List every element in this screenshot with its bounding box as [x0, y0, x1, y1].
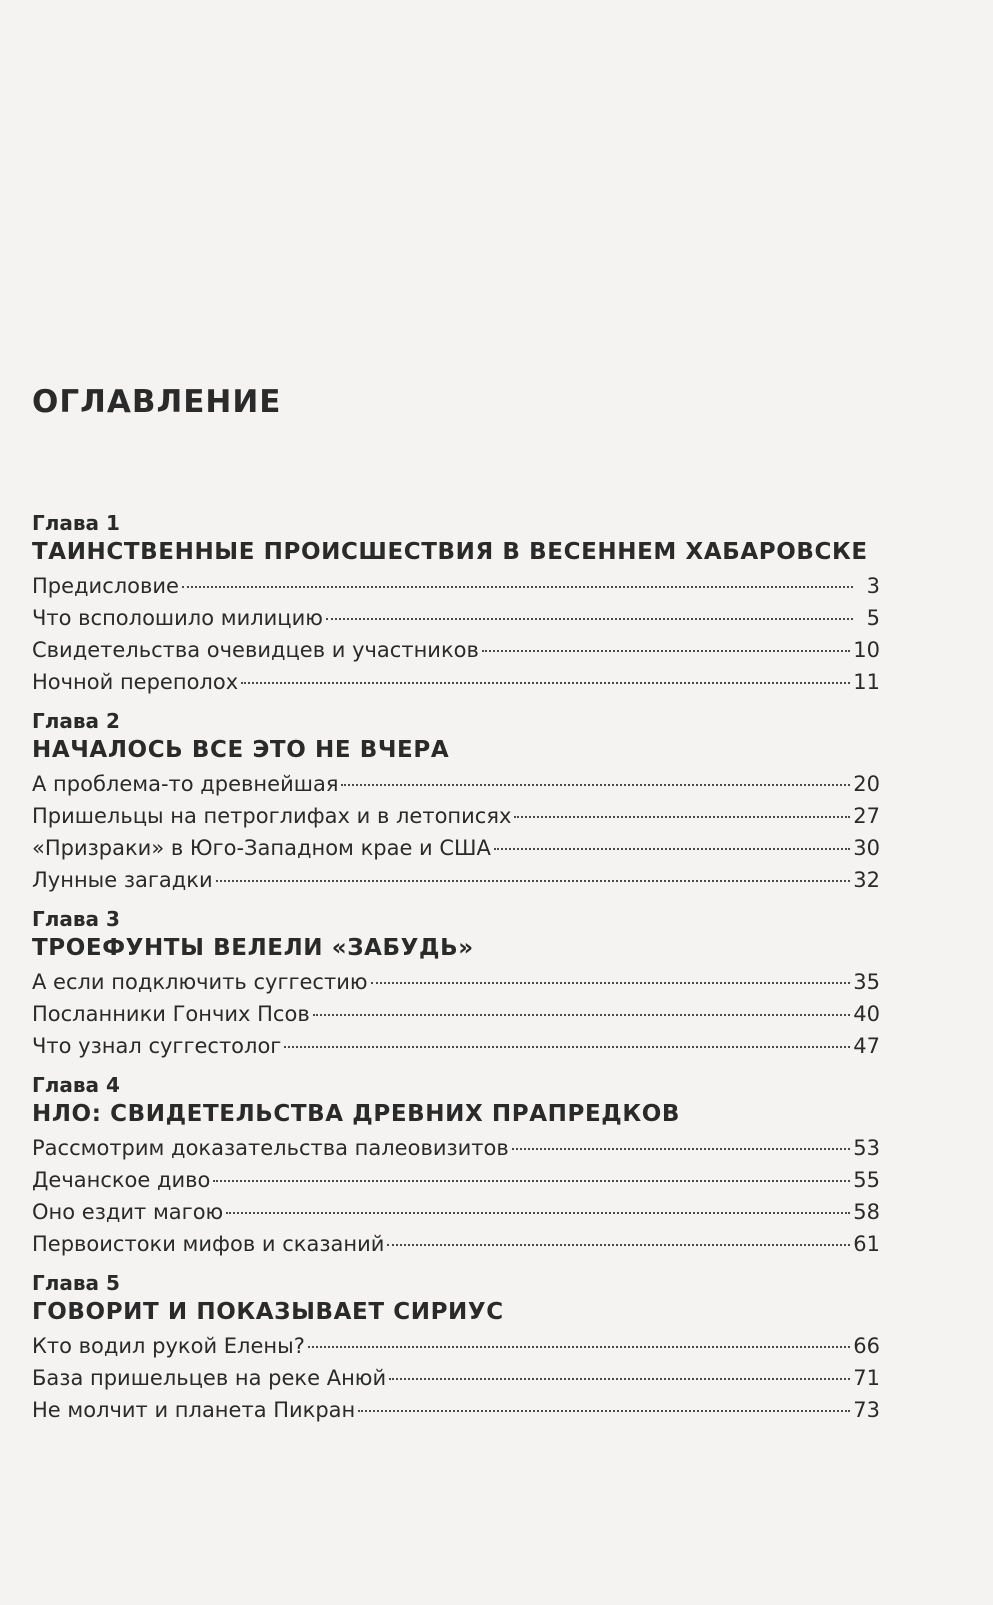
toc-entry: [32, 864, 880, 896]
entry-page-number: 47: [853, 1034, 880, 1058]
entry-title: А проблема-то древнейшая: [32, 772, 339, 796]
toc-entry: [32, 1164, 880, 1196]
chapter-1: [32, 510, 880, 698]
dot-leader: [182, 586, 853, 588]
chapter-label: Глава 5: [32, 1271, 120, 1295]
entry-title: Первоистоки мифов и сказаний: [32, 1232, 385, 1256]
dot-leader: [326, 618, 853, 620]
entry-page-number: 32: [853, 868, 880, 892]
dot-leader: [341, 784, 850, 786]
entry-page-number: 55: [853, 1168, 880, 1192]
entry-page-number: 5: [866, 606, 880, 630]
entry-title: Лунные загадки: [32, 868, 213, 892]
chapter-5: [32, 1270, 880, 1426]
entry-page-number: 10: [853, 638, 880, 662]
chapter-list: [32, 510, 880, 1426]
toc-entry: [32, 1394, 880, 1426]
entry-title: Рассмотрим доказательства палеовизитов: [32, 1136, 509, 1160]
dot-leader: [512, 1148, 851, 1150]
entry-page-number: 53: [853, 1136, 880, 1160]
chapter-entries: [32, 1132, 880, 1260]
entry-title: База пришельцев на реке Анюй: [32, 1366, 387, 1390]
entry-page-number: 58: [853, 1200, 880, 1224]
chapter-entries: [32, 570, 880, 698]
entry-title: Дечанское диво: [32, 1168, 211, 1192]
dot-leader: [284, 1046, 850, 1048]
dot-leader: [514, 816, 850, 818]
table-of-contents: [32, 380, 880, 1436]
chapter-label: Глава 1: [32, 511, 120, 535]
entry-title: Что узнал суггестолог: [32, 1034, 282, 1058]
entry-page-number: 27: [853, 804, 880, 828]
entry-title: Свидетельства очевидцев и участников: [32, 638, 479, 662]
dot-leader: [387, 1244, 850, 1246]
entry-title: Посланники Гончих Псов: [32, 1002, 310, 1026]
chapter-title: ТАИНСТВЕННЫЕ ПРОИСШЕСТВИЯ В ВЕСЕННЕМ ХАБАРОВСКЕ: [32, 539, 868, 565]
entry-page-number: 40: [853, 1002, 880, 1026]
entry-title: Ночной переполох: [32, 670, 239, 694]
entry-title: Предисловие: [32, 574, 179, 598]
toc-entry: [32, 602, 880, 634]
dot-leader: [371, 982, 851, 984]
toc-entry: [32, 1196, 880, 1228]
page-title: ОГЛАВЛЕНИЕ: [32, 384, 282, 420]
chapter-2: [32, 708, 880, 896]
toc-entry: [32, 1330, 880, 1362]
chapter-entries: [32, 966, 880, 1062]
entry-page-number: 11: [853, 670, 880, 694]
entry-page-number: 30: [853, 836, 880, 860]
dot-leader: [226, 1212, 850, 1214]
dot-leader: [241, 682, 850, 684]
dot-leader: [494, 848, 850, 850]
entry-page-number: 3: [866, 574, 880, 598]
toc-entry: [32, 634, 880, 666]
bleed-through-text: [560, 60, 980, 180]
chapter-title: ГОВОРИТ И ПОКАЗЫВАЕТ СИРИУС: [32, 1299, 504, 1325]
toc-entry: [32, 768, 880, 800]
chapter-label: Глава 3: [32, 907, 120, 931]
entry-title: А если подключить суггестию: [32, 970, 368, 994]
dot-leader: [482, 650, 850, 652]
entry-page-number: 73: [853, 1398, 880, 1422]
chapter-label: Глава 2: [32, 709, 120, 733]
chapter-3: [32, 906, 880, 1062]
toc-entry: [32, 1228, 880, 1260]
dot-leader: [216, 880, 851, 882]
dot-leader: [389, 1378, 850, 1380]
toc-entry: [32, 570, 880, 602]
entry-title: Оно ездит магою: [32, 1200, 224, 1224]
toc-entry: [32, 966, 880, 998]
chapter-title: НАЧАЛОСЬ ВСЕ ЭТО НЕ ВЧЕРА: [32, 737, 450, 763]
dot-leader: [313, 1014, 851, 1016]
entry-title: Пришельцы на петроглифах и в летописях: [32, 804, 512, 828]
toc-entry: [32, 1362, 880, 1394]
toc-entry: [32, 666, 880, 698]
chapter-title: НЛО: СВИДЕТЕЛЬСТВА ДРЕВНИХ ПРАПРЕДКОВ: [32, 1101, 681, 1127]
entry-title: Не молчит и планета Пикран: [32, 1398, 356, 1422]
dot-leader: [308, 1346, 850, 1348]
chapter-label: Глава 4: [32, 1073, 120, 1097]
chapter-entries: [32, 1330, 880, 1426]
toc-entry: [32, 832, 880, 864]
toc-entry: [32, 998, 880, 1030]
toc-entry: [32, 1030, 880, 1062]
toc-entry: [32, 800, 880, 832]
toc-entry: [32, 1132, 880, 1164]
entry-page-number: 61: [853, 1232, 880, 1256]
entry-page-number: 66: [853, 1334, 880, 1358]
entry-page-number: 20: [853, 772, 880, 796]
entry-page-number: 35: [853, 970, 880, 994]
chapter-title: ТРОЕФУНТЫ ВЕЛЕЛИ «ЗАБУДЬ»: [32, 935, 474, 961]
entry-title: Что всполошило милицию: [32, 606, 323, 630]
chapter-entries: [32, 768, 880, 896]
dot-leader: [358, 1410, 850, 1412]
entry-title: «Призраки» в Юго-Западном крае и США: [32, 836, 491, 860]
dot-leader: [213, 1180, 850, 1182]
entry-page-number: 71: [853, 1366, 880, 1390]
entry-title: Кто водил рукой Елены?: [32, 1334, 305, 1358]
chapter-4: [32, 1072, 880, 1260]
